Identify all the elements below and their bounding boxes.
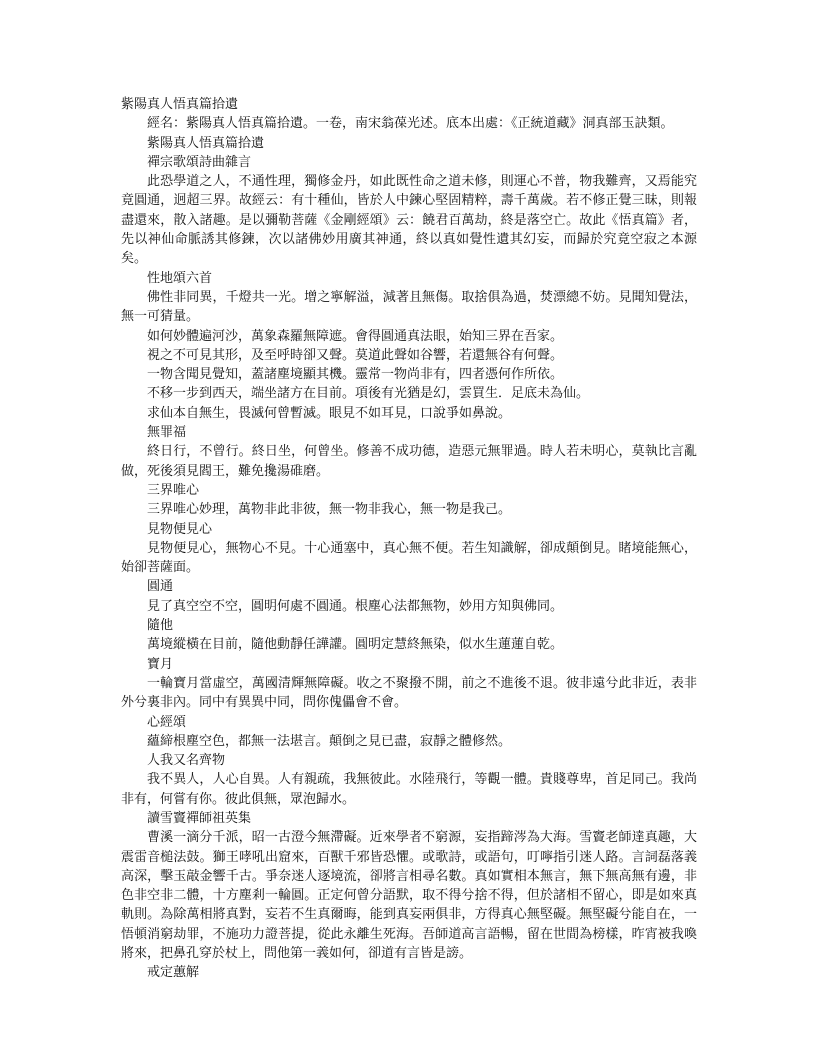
section-heading: 三界唯心妙理，萬物非此非彼，無一物非我心，無一物是我己。	[147, 502, 512, 518]
section-heading: 戒定蕙解	[147, 965, 200, 981]
section-heading: 萬境縱橫在目前，隨他動靜任譁讙。圓明定慧終無染，似水生蓮蓮自乾。	[147, 637, 564, 653]
paragraph: 視之不可見其形，及至呼時卻又聲。莫道此聲如谷響，若還無谷有何聲。	[147, 347, 564, 363]
paragraph: 終日行，不曾行。終日坐，何曾坐。修善不成功德，造惡元無罪過。時人若未明心，莫執比言亂做，死後須見閻王，難免攙湯碓磨。	[121, 444, 697, 479]
paragraph: 如何妙體遍河沙，萬象森羅無障遮。會得圓通真法眼，始知三界在吾家。	[147, 328, 564, 344]
section-heading: 見物便見心	[147, 521, 213, 537]
section-heading: 見了真空空不空，圓明何處不圓通。根塵心法都無物，妙用方知與佛同。	[147, 598, 564, 614]
section-heading: 讀雪竇禪師祖英集	[147, 810, 252, 826]
paragraph: 曹溪一滴分千派，昭一古澄今無滯礙。近來學者不窮源，妄指蹄涔為大海。雪竇老師達真趣，大震雷音槌法鼓。獅王哮吼出窟來，百獸千邪皆恐懼。或歌詩，或語句，叮嚀指引迷人路。言詞磊落義高深，擊玉敲金響千古。爭奈迷人逐境流，卻將言相尋名數。真如實相本無言，無下無高無有邊，非色非空非二體，十方塵剎一輪圓。正定何曾分語默，取不得兮捨不得，但於諸相不留心，即是如來真軌則。為除萬相將真對，妄若不生真爾晦，能到真妄兩俱非，方得真心無堅礙。無堅礙兮能自在，一悟頓消窮劫罪，不施功力證菩提，從此永離生死海。吾師道高言語暢，留在世間為榜樣，昨宵被我喚將來，把鼻孔穿於杖上，問他第一義如何，卻道有言皆是謗。	[121, 830, 697, 962]
section-heading: 求仙本自無生，畏滅何曾暫滅。眼見不如耳見，口說爭如鼻說。	[147, 405, 512, 421]
section-heading: 圓通	[147, 579, 174, 595]
paragraph: 一輪寶月當虛空，萬國清輝無障礙。收之不聚撥不開，前之不進後不退。彼非遠兮此非近，表非外兮裏非內。同中有異異中同，問你傀儡會不會。	[121, 675, 697, 711]
paragraph: 我不異人，人心自異。人有親疏，我無彼此。水陸飛行，等觀一體。貴賤尊卑，首足同己。我尚非有，何嘗有你。彼此俱無，眾泡歸水。	[121, 772, 697, 807]
section-heading: 蘊締根塵空色，都無一法堪言。顛倒之見已盡，寂靜之體修然。	[147, 733, 512, 749]
section-heading: 禪宗歌頌詩曲雜言	[147, 154, 252, 170]
text-blocks	[121, 153, 697, 983]
section-heading: 隨他	[147, 618, 174, 634]
document-meta: 經名：紫陽真人悟真篇拾遺。一卷，南宋翁葆光述。底本出處：《正統道藏》洞真部玉訣類。	[147, 116, 674, 132]
paragraph: 見物便見心，無物心不見。十心通塞中，真心無不便。若生知識解，卻成顛倒見。睹境能無心，始卻菩薩面。	[121, 540, 697, 576]
section-heading: 寶月	[147, 656, 174, 672]
section-heading: 性地頌六首	[147, 270, 213, 286]
document-body	[121, 95, 697, 983]
paragraph: 一物含聞見覺知，蓋諸塵境顯其機。靈常一物尚非有，四者憑何作所依。	[147, 367, 564, 383]
document-title: 紫陽真人悟真篇拾遺	[121, 97, 239, 112]
section-heading: 三界唯心	[147, 482, 200, 498]
document-subtitle: 紫陽真人悟真篇拾遺	[147, 135, 265, 151]
section-heading: 人我又名齊物	[147, 753, 226, 769]
section-heading: 無罪福	[147, 425, 187, 441]
paragraph: 此恐學道之人，不通性理，獨修金丹，如此既性命之道未修，則運心不普，物我難齊，又焉能究竟圓通，迥超三界。故經云：有十種仙，皆於人中鍊心堅固精粹，壽千萬歲。若不修正覺三昧，則報盡還來，散入諸趣。是以彌勒菩薩《金剛經頌》云：饒君百萬劫，終是落空亡。故此《悟真篇》者，先以神仙命脈誘其修鍊，次以諸佛妙用廣其神通，終以真如覺性遺其幻妄，而歸於究竟空寂之本源矣。	[121, 174, 697, 267]
section-heading: 心經頌	[147, 714, 187, 730]
paragraph: 佛性非同異，千燈共一光。增之寧解溢，減著且無傷。取捨俱為過，焚漂總不妨。見聞知覺法，無一可猜量。	[121, 289, 697, 325]
paragraph: 不移一步到西天，端坐諸方在目前。項後有光猶是幻，雲買生．足底未為仙。	[147, 386, 590, 402]
